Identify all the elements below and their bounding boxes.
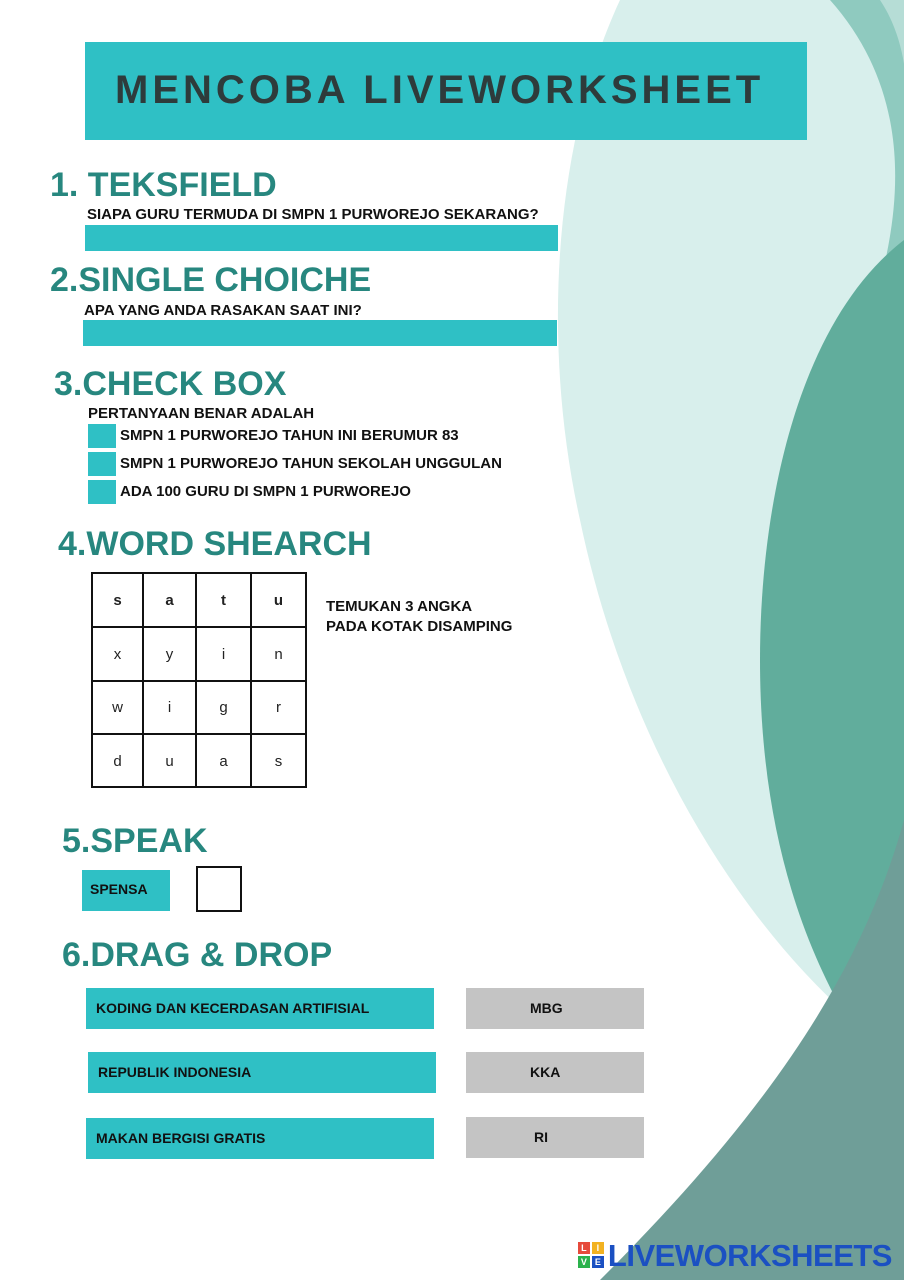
drop-target-label: MBG [530, 1000, 563, 1016]
section-3-prompt: PERTANYAAN BENAR ADALAH [88, 405, 315, 422]
word-search-instruction-1: TEMUKAN 3 ANGKA [326, 598, 473, 615]
speak-button[interactable] [82, 870, 170, 911]
section-1-heading: 1. TEKSFIELD [50, 166, 277, 204]
drop-target-label: KKA [530, 1064, 561, 1080]
grid-cell[interactable]: s [93, 574, 144, 628]
grid-cell[interactable]: a [197, 735, 252, 788]
liveworksheets-logo-icon [578, 1242, 606, 1270]
grid-cell[interactable]: s [274, 753, 283, 770]
drag-item-1[interactable] [86, 988, 434, 1029]
brand-name: LIVEWORKSHEETS [607, 1238, 892, 1273]
grid-cell[interactable]: x [93, 628, 144, 682]
grid-cell[interactable]: t [197, 574, 252, 628]
speak-answer-box[interactable] [196, 866, 242, 912]
section-2-heading: 2.SINGLE CHOICHE [50, 261, 372, 299]
checkbox-1-label: SMPN 1 PURWOREJO TAHUN INI BERUMUR 83 [120, 427, 459, 444]
drop-target-2[interactable] [466, 1052, 644, 1093]
section-4-heading: 4.WORD SHEARCH [58, 525, 372, 563]
word-search-grid [91, 572, 307, 788]
section-5-heading: 5.SPEAK [62, 822, 208, 860]
logo-letter: E [592, 1256, 604, 1268]
page-title: MENCOBA LIVEWORKSHEET [115, 68, 765, 112]
grid-cell[interactable]: i [197, 628, 252, 682]
grid-cell[interactable]: d [93, 735, 144, 788]
section-1-question: SIAPA GURU TERMUDA DI SMPN 1 PURWOREJO SEKARANG? [87, 206, 539, 223]
logo-letter: V [578, 1256, 590, 1268]
drop-target-3[interactable] [466, 1117, 644, 1158]
checkbox-1[interactable] [88, 424, 116, 448]
grid-cell[interactable]: y [144, 628, 197, 682]
grid-cell[interactable]: g [197, 682, 252, 735]
drag-item-label: REPUBLIK INDONESIA [98, 1064, 252, 1080]
grid-cell[interactable]: r [252, 682, 305, 735]
drag-item-2[interactable] [88, 1052, 436, 1093]
liveworksheets-brand [578, 1238, 892, 1274]
section-3-heading: 3.CHECK BOX [54, 365, 287, 403]
text-field-1[interactable] [85, 225, 558, 251]
logo-letter: L [578, 1242, 590, 1254]
grid-cell[interactable]: n [252, 628, 305, 682]
section-2-question: APA YANG ANDA RASAKAN SAAT INI? [84, 302, 362, 319]
checkbox-2-label: SMPN 1 PURWOREJO TAHUN SEKOLAH UNGGULAN [120, 455, 502, 472]
logo-letter: I [592, 1242, 604, 1254]
grid-cell[interactable]: u [144, 735, 197, 788]
drag-item-label: MAKAN BERGISI GRATIS [96, 1130, 266, 1146]
grid-cell[interactable]: u [252, 574, 305, 628]
checkbox-3-label: ADA 100 GURU DI SMPN 1 PURWOREJO [120, 483, 411, 500]
section-6-heading: 6.DRAG & DROP [62, 936, 333, 974]
drag-item-3[interactable] [86, 1118, 434, 1159]
speak-button-label: SPENSA [90, 881, 148, 897]
grid-cell[interactable]: w [93, 682, 144, 735]
checkbox-3[interactable] [88, 480, 116, 504]
grid-cell[interactable]: a [144, 574, 197, 628]
checkbox-2[interactable] [88, 452, 116, 476]
single-choice-field[interactable] [83, 320, 557, 346]
title-banner [85, 42, 807, 140]
word-search-instruction-2: PADA KOTAK DISAMPING [326, 618, 513, 635]
drag-item-label: KODING DAN KECERDASAN ARTIFISIAL [96, 1000, 370, 1016]
drop-target-label: RI [534, 1129, 548, 1145]
drop-target-1[interactable] [466, 988, 644, 1029]
grid-cell[interactable]: i [144, 682, 197, 735]
